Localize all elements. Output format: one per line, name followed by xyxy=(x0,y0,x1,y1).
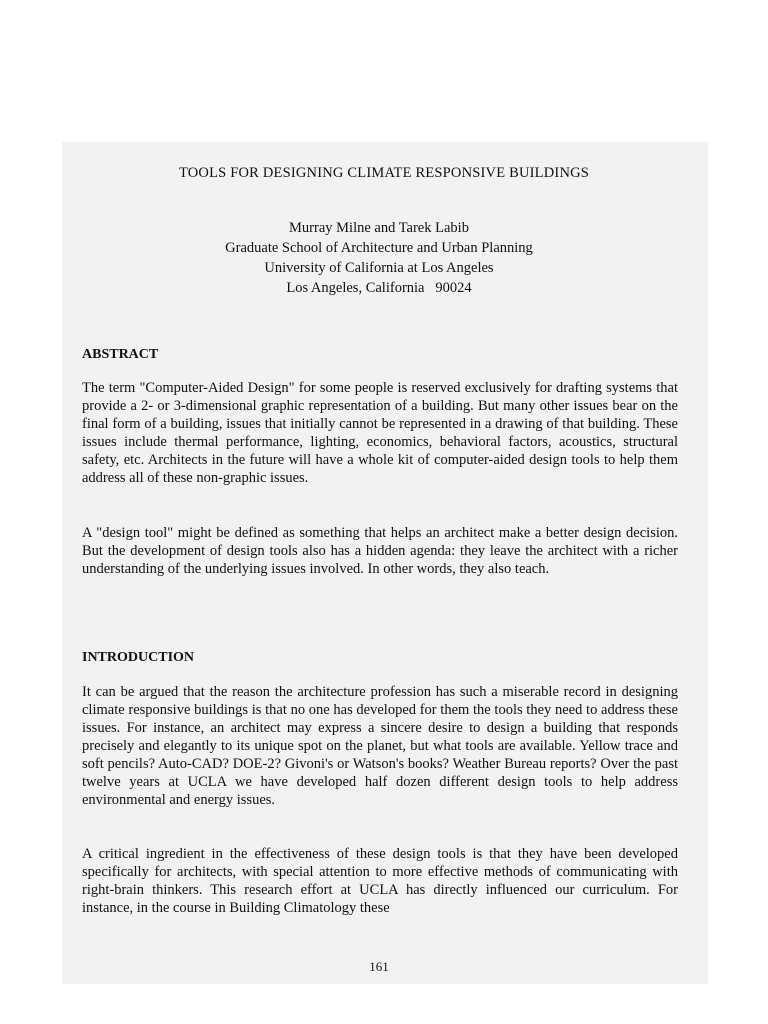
section-heading-abstract: ABSTRACT xyxy=(82,347,159,362)
abstract-paragraph: A "design tool" might be defined as something that helps an architect make a better design decision. But the development of design tools also has a hidden agenda: they leave the architect with a richer understanding of the underlying issues involved. In other words, they also teach. xyxy=(82,525,678,577)
page-number: 161 xyxy=(369,959,389,974)
paper-title: TOOLS FOR DESIGNING CLIMATE RESPONSIVE BUILDINGS xyxy=(178,165,590,181)
abstract-paragraph: The term "Computer-Aided Design" for some people is reserved exclusively for drafting systems that provide a 2- or 3-dimensional graphic representation of a building. But many other issues bear on the final form of a building, issues that initially cannot be represented in a drawing of that building. These issues include thermal performance, lighting, economics, behavioral factors, acoustics, structural safety, etc. Architects in the future will have a whole kit of computer-aided design tools to help them address all of these non-graphic issues. xyxy=(82,380,678,486)
section-heading-introduction: INTRODUCTION xyxy=(82,650,195,665)
introduction-paragraph: It can be argued that the reason the architecture profession has such a miserable record in designing climate responsive buildings is that no one has developed for them the tools they need to address these issues. For instance, an architect may express a sincere desire to design a building that responds precisely and elegantly to its unique spot on the planet, but what tools are available. Yellow trace and soft pencils? Auto-CAD? DOE-2? Givoni's or Watson's books? Weather Bureau reports? Over the past twelve years at UCLA we have developed half dozen different design tools to help address environmental and energy issues. xyxy=(82,684,678,808)
author-names: Murray Milne and Tarek Labib xyxy=(289,220,469,236)
affiliation-line: Los Angeles, California 90024 xyxy=(286,280,472,296)
affiliation-line: University of California at Los Angeles xyxy=(264,260,494,276)
affiliation-line: Graduate School of Architecture and Urban Planning xyxy=(225,240,533,256)
introduction-paragraph: A critical ingredient in the effectiveness of these design tools is that they have been developed specifically for architects, with special attention to more effective methods of communicating with right-brain thinkers. This research effort at UCLA has directly influenced our curriculum. For instance, in the course in Building Climatology these xyxy=(82,846,678,916)
author-block xyxy=(0,218,758,298)
